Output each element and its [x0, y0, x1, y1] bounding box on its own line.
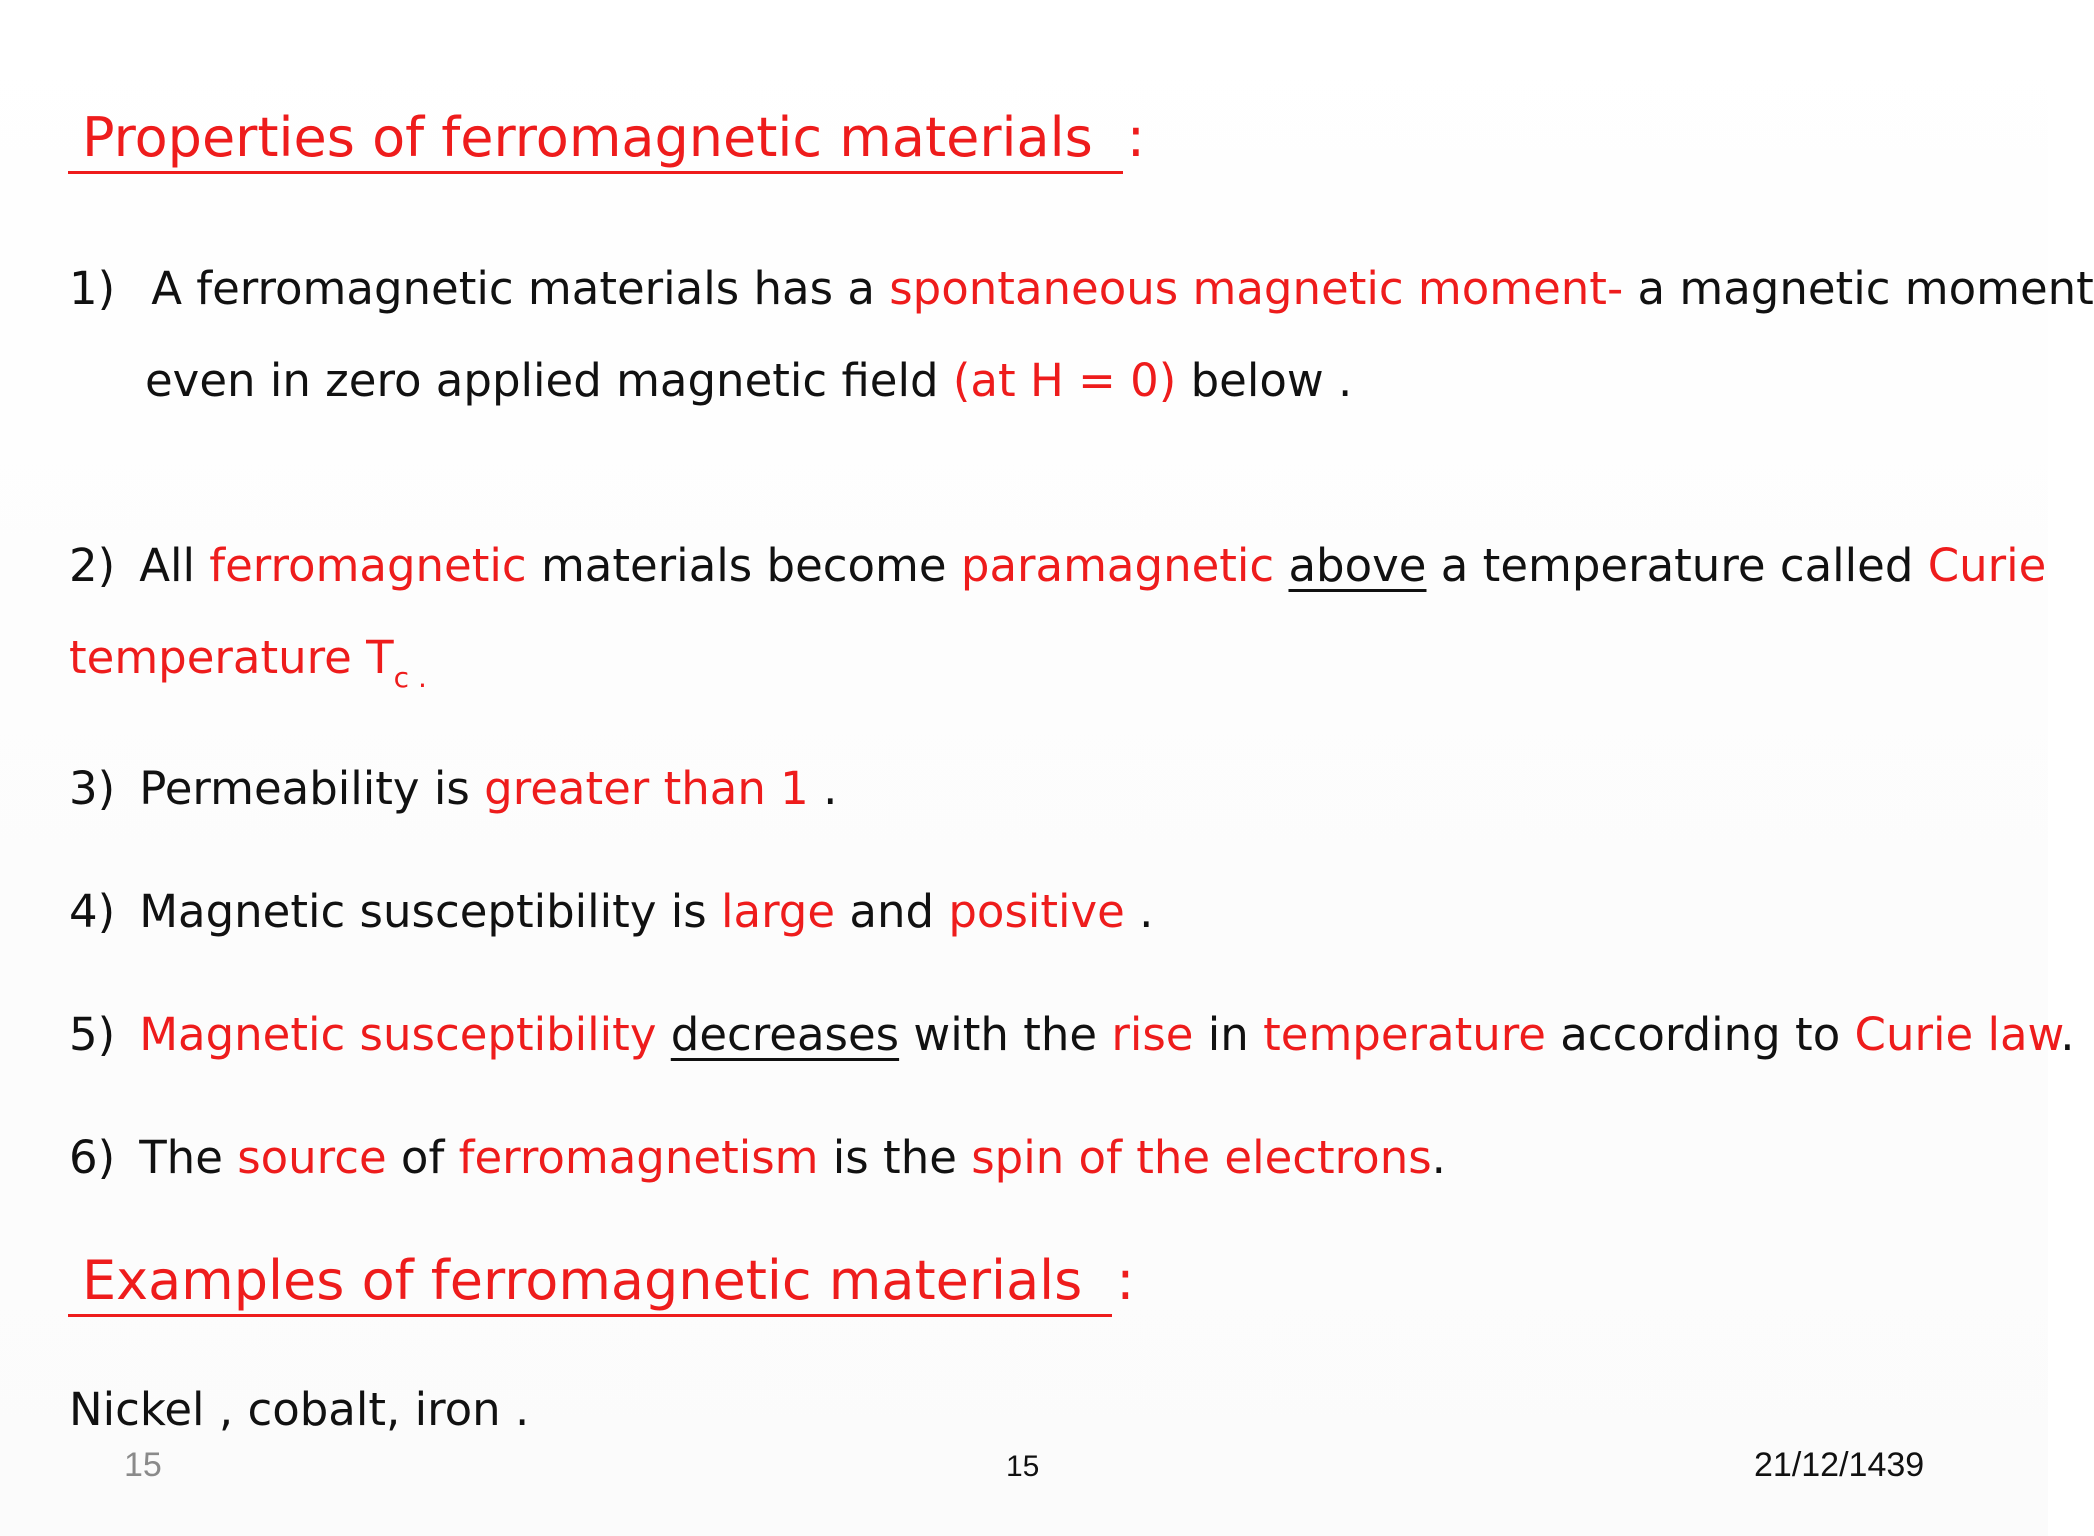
item-number: 4): [69, 885, 116, 938]
item-text: Permeability is: [139, 762, 485, 815]
slide-number-left: 15: [124, 1446, 162, 1484]
item-text: below .: [1176, 354, 1353, 407]
item-text: according to: [1545, 1008, 1855, 1061]
list-item-5: [69, 1008, 2075, 1062]
item-underlined: decreases: [670, 1008, 900, 1061]
item-text: of: [386, 1131, 459, 1184]
item-text: .: [1124, 885, 1154, 938]
slide-date: 21/12/1439: [1754, 1446, 1925, 1484]
examples-heading-text: Examples of ferromagnetic materials: [68, 1251, 1112, 1317]
item-text: with the: [899, 1008, 1112, 1061]
slide-number-center: 15: [1006, 1450, 1040, 1483]
item-text: [1274, 539, 1288, 592]
item-text: The: [139, 1131, 238, 1184]
item-text: A ferromagnetic materials has a: [151, 262, 890, 315]
item-highlight: temperature T: [69, 631, 394, 684]
item-highlight: ferromagnetism: [458, 1131, 819, 1184]
item-text: is the: [818, 1131, 972, 1184]
list-item-1: [69, 262, 2094, 316]
item-highlight: (at H = 0): [952, 354, 1177, 407]
item-underlined: above: [1288, 539, 1427, 592]
item-number: 1): [69, 262, 116, 315]
item-highlight: spontaneous magnetic moment-: [889, 262, 1624, 315]
item-highlight: positive: [948, 885, 1125, 938]
properties-heading-colon: :: [1126, 106, 1145, 169]
item-text: Magnetic susceptibility is: [139, 885, 722, 938]
item-highlight: ferromagnetic: [209, 539, 527, 592]
item-text: a temperature called: [1426, 539, 1928, 592]
item-number: 2): [69, 539, 116, 592]
item-highlight: Curie law: [1854, 1008, 2061, 1061]
item-highlight: paramagnetic: [960, 539, 1275, 592]
item-highlight: source: [237, 1131, 387, 1184]
list-item-2-continuation: [69, 631, 427, 695]
item-text: and: [835, 885, 949, 938]
item-subscript: c .: [393, 661, 427, 694]
list-item-2: [69, 539, 2046, 593]
properties-heading-text: Properties of ferromagnetic materials: [68, 108, 1123, 174]
list-item-4: [69, 885, 1153, 939]
item-number: 3): [69, 762, 116, 815]
list-item-1-continuation: [145, 354, 1352, 408]
item-text: in: [1193, 1008, 1264, 1061]
list-item-6: [69, 1131, 1446, 1185]
item-highlight: greater than 1: [484, 762, 809, 815]
list-item-3: [69, 762, 837, 816]
item-highlight: Magnetic susceptibility: [139, 1008, 657, 1061]
item-text: .: [2060, 1008, 2075, 1061]
item-highlight: rise: [1111, 1008, 1194, 1061]
item-text: even in zero applied magnetic field: [145, 354, 953, 407]
item-number: 6): [69, 1131, 116, 1184]
item-text: .: [1431, 1131, 1446, 1184]
item-highlight: large: [721, 885, 836, 938]
examples-heading: [68, 1251, 1135, 1317]
item-text: .: [808, 762, 838, 815]
item-text: [656, 1008, 670, 1061]
examples-text: Nickel , cobalt, iron .: [69, 1383, 530, 1436]
item-number: 5): [69, 1008, 116, 1061]
item-highlight: spin of the electrons: [971, 1131, 1432, 1184]
item-text: materials become: [526, 539, 961, 592]
examples-heading-colon: :: [1116, 1249, 1135, 1312]
item-text: a magnetic moment: [1623, 262, 2094, 315]
properties-heading: [68, 108, 1145, 174]
item-highlight: Curie: [1927, 539, 2047, 592]
item-highlight: temperature: [1263, 1008, 1546, 1061]
item-text: All: [139, 539, 210, 592]
